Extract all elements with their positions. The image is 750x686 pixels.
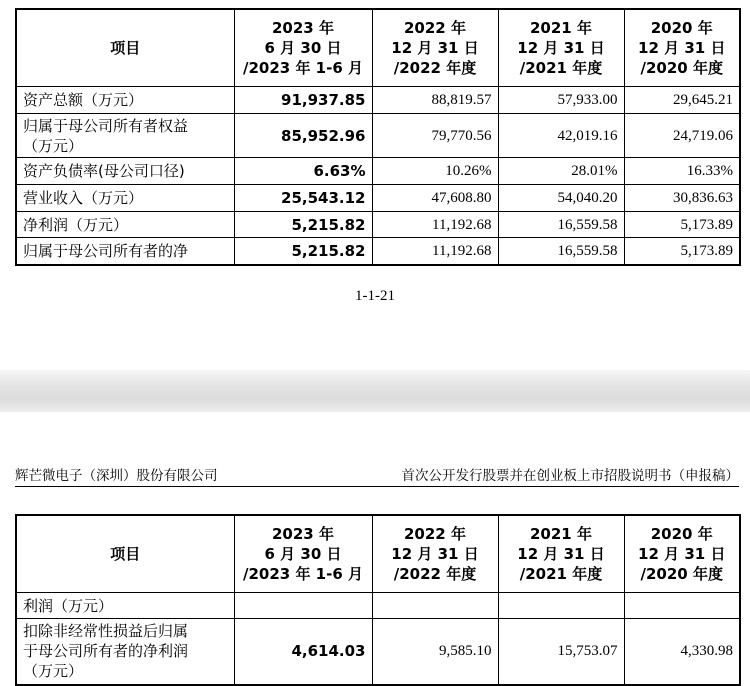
cell-value: 5,173.89 [624, 238, 740, 265]
document-title: 首次公开发行股票并在创业板上市招股说明书（申报稿） [401, 468, 739, 484]
table-row [16, 619, 740, 685]
table-row [16, 158, 740, 185]
financial-summary-table-continued [15, 514, 741, 686]
table-row [16, 593, 740, 619]
table-row [16, 185, 740, 212]
cell-value: 85,952.96 [234, 114, 372, 158]
cell-value: 88,819.57 [372, 87, 498, 114]
cell-value: 5,215.82 [234, 238, 372, 265]
row-label: 扣除非经常性损益后归属 于母公司所有者的净利润 （万元） [16, 619, 234, 685]
header-2023h1: 2023 年 6 月 30 日 /2023 年 1-6 月 [234, 9, 372, 87]
table-row [16, 87, 740, 114]
cell-value: 16.33% [624, 158, 740, 185]
cell-value: 54,040.20 [498, 185, 624, 212]
row-label: 资产负债率(母公司口径) [16, 158, 234, 185]
cell-value: 79,770.56 [372, 114, 498, 158]
row-label: 净利润（万元） [16, 212, 234, 238]
cell-value: 5,215.82 [234, 212, 372, 238]
cell-value: 91,937.85 [234, 87, 372, 114]
cell-value: 28.01% [498, 158, 624, 185]
row-label: 资产总额（万元） [16, 87, 234, 114]
header-2022: 2022 年 12 月 31 日 /2022 年度 [372, 515, 498, 593]
financial-summary-table [15, 8, 741, 266]
header-2020: 2020 年 12 月 31 日 /2020 年度 [624, 9, 740, 87]
cell-value: 11,192.68 [372, 212, 498, 238]
page-separator [0, 370, 750, 412]
cell-value: 47,608.80 [372, 185, 498, 212]
page-number: 1-1-21 [355, 288, 395, 304]
table-row [16, 238, 740, 265]
table-header-row [16, 9, 740, 87]
cell-value: 5,173.89 [624, 212, 740, 238]
cell-value: 30,836.63 [624, 185, 740, 212]
cell-value [234, 593, 372, 619]
cell-value: 16,559.58 [498, 212, 624, 238]
cell-value: 4,614.03 [234, 619, 372, 685]
header-2021: 2021 年 12 月 31 日 /2021 年度 [498, 9, 624, 87]
row-label: 归属于母公司所有者权益 （万元） [16, 114, 234, 158]
header-2023h1: 2023 年 6 月 30 日 /2023 年 1-6 月 [234, 515, 372, 593]
cell-value [624, 593, 740, 619]
header-2021: 2021 年 12 月 31 日 /2021 年度 [498, 515, 624, 593]
cell-value: 24,719.06 [624, 114, 740, 158]
running-header [15, 462, 739, 487]
cell-value: 57,933.00 [498, 87, 624, 114]
cell-value [498, 593, 624, 619]
cell-value: 25,543.12 [234, 185, 372, 212]
cell-value: 6.63% [234, 158, 372, 185]
row-label: 归属于母公司所有者的净 [16, 238, 234, 265]
cell-value: 11,192.68 [372, 238, 498, 265]
header-item: 项目 [16, 9, 234, 87]
cell-value: 9,585.10 [372, 619, 498, 685]
company-name: 辉芒微电子（深圳）股份有限公司 [15, 468, 218, 484]
cell-value: 4,330.98 [624, 619, 740, 685]
header-2020: 2020 年 12 月 31 日 /2020 年度 [624, 515, 740, 593]
cell-value: 16,559.58 [498, 238, 624, 265]
cell-value [372, 593, 498, 619]
table-header-row [16, 515, 740, 593]
header-item: 项目 [16, 515, 234, 593]
cell-value: 15,753.07 [498, 619, 624, 685]
row-label: 营业收入（万元） [16, 185, 234, 212]
table-row [16, 212, 740, 238]
row-label: 利润（万元） [16, 593, 234, 619]
cell-value: 42,019.16 [498, 114, 624, 158]
table-row [16, 114, 740, 158]
cell-value: 10.26% [372, 158, 498, 185]
cell-value: 29,645.21 [624, 87, 740, 114]
header-2022: 2022 年 12 月 31 日 /2022 年度 [372, 9, 498, 87]
